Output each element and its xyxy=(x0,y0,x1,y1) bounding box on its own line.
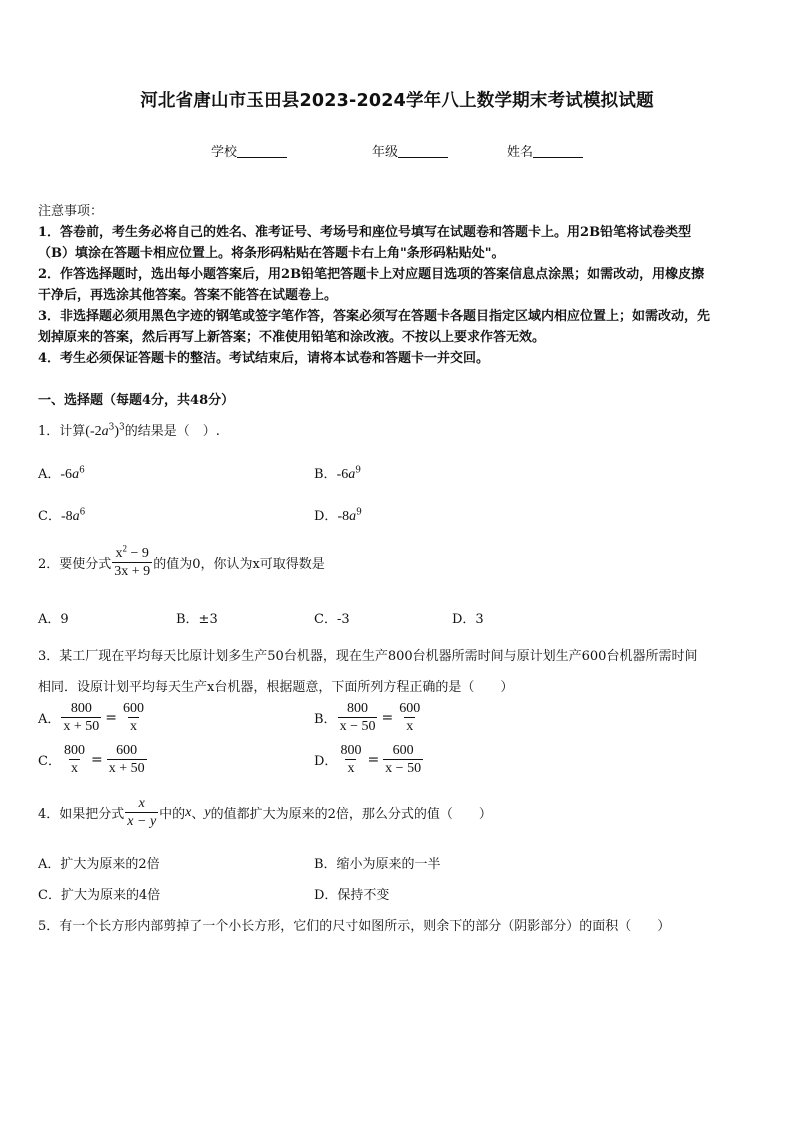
q4-mid: 中的 xyxy=(159,807,186,822)
q2-option-c[interactable]: C．-3 xyxy=(314,612,350,627)
q2-prefix: 2．要使分式 xyxy=(38,557,112,572)
option-exp: 6 xyxy=(79,465,85,476)
lhs-fraction xyxy=(338,700,378,735)
q2-option-d[interactable]: D．3 xyxy=(452,612,484,627)
q2-suffix: 的值为0，你认为x可取得数是 xyxy=(153,557,325,572)
lhs-fraction xyxy=(61,700,101,735)
option-label: D． xyxy=(314,754,338,769)
denominator: x − 50 xyxy=(385,761,422,776)
q1-option-a[interactable] xyxy=(38,463,85,483)
q2-option-b[interactable]: B．±3 xyxy=(176,612,218,627)
option-coef: -6 xyxy=(336,467,349,482)
q1-suffix: 的结果是（ ）. xyxy=(124,424,220,439)
option-var: a xyxy=(72,467,80,482)
name-field xyxy=(507,141,583,160)
denominator: x + 50 xyxy=(108,761,145,776)
question-5: 5．有一个长方形内部剪掉了一个小长方形，它们的尺寸如图所示，则余下的部分（阴影部分）的面积（ ） xyxy=(38,919,671,934)
denominator: x xyxy=(347,761,355,776)
lhs-fraction xyxy=(62,742,87,777)
equals-sign: = xyxy=(90,751,103,768)
option-exp: 9 xyxy=(356,507,362,518)
option-label: C． xyxy=(38,754,61,769)
q4-sep: 、 xyxy=(191,807,205,822)
q2-num-base: x xyxy=(115,546,123,561)
lhs-fraction xyxy=(338,742,363,777)
q3-option-d[interactable] xyxy=(314,742,424,777)
rhs-fraction xyxy=(383,742,423,777)
q4-numerator: x xyxy=(138,796,145,811)
option-exp: 9 xyxy=(355,465,361,476)
q1-inner-exp: 3 xyxy=(108,422,115,433)
q4-denominator: x − y xyxy=(127,814,157,829)
notes-line: （B）填涂在答题卡相应位置上。将条形码粘贴在答题卡右上角"条形码粘贴处"。 xyxy=(38,246,505,261)
q2-option-a[interactable]: A．9 xyxy=(38,612,69,627)
numerator: 600 xyxy=(123,701,145,716)
q3-option-c[interactable] xyxy=(38,742,148,777)
question-2 xyxy=(38,545,325,580)
denominator: x xyxy=(70,761,78,776)
rhs-fraction xyxy=(121,700,146,735)
school-label: 学校 xyxy=(211,145,238,160)
notes-line: 3．非选择题必须用黑色字迹的钢笔或签字笔作答，答案必须写在答题卡各题目指定区域内相应位置上；如需改动，先 xyxy=(38,309,711,324)
option-label: B． xyxy=(314,712,337,727)
q1-prefix: 1．计算 xyxy=(38,424,86,439)
q1-option-d[interactable] xyxy=(314,505,362,525)
school-field xyxy=(211,141,287,160)
denominator: x xyxy=(406,719,414,734)
q4-suffix: 的值都扩大为原来的2倍，那么分式的值（ ） xyxy=(210,807,492,822)
q1-option-c[interactable] xyxy=(38,505,85,525)
option-coef: -8 xyxy=(60,509,73,524)
rhs-fraction xyxy=(397,700,422,735)
numerator: 600 xyxy=(392,743,414,758)
option-var: a xyxy=(348,467,356,482)
q4-fraction xyxy=(125,795,158,830)
option-coef: -8 xyxy=(337,509,350,524)
equals-sign: = xyxy=(381,709,394,726)
denominator: x − 50 xyxy=(339,719,376,734)
numerator: 800 xyxy=(347,701,369,716)
option-label: B． xyxy=(314,467,337,482)
q3-option-a[interactable] xyxy=(38,700,147,735)
page-title: 河北省唐山市玉田县2023-2024学年八上数学期末考试模拟试题 xyxy=(140,91,654,111)
equals-sign: = xyxy=(367,751,380,768)
notes-heading: 注意事项： xyxy=(38,204,104,219)
q2-denominator: 3x + 9 xyxy=(114,564,151,579)
rhs-fraction xyxy=(107,742,147,777)
name-label: 姓名 xyxy=(507,145,534,160)
notes-block xyxy=(38,201,710,369)
q4-option-a[interactable]: A．扩大为原来的2倍 xyxy=(38,857,160,872)
q4-option-d[interactable]: D．保持不变 xyxy=(314,888,390,903)
option-label: D． xyxy=(314,509,338,524)
option-exp: 6 xyxy=(79,507,86,518)
q3-option-b[interactable] xyxy=(314,700,423,735)
option-label: A． xyxy=(38,712,61,727)
school-blank xyxy=(237,144,287,158)
notes-line: 2．作答选择题时，选出每小题答案后，用2B铅笔把答题卡上对应题目选项的答案信息点涂黑；如需改动，用橡皮擦 xyxy=(38,267,705,282)
question-1 xyxy=(38,420,220,440)
q1-outer-exp: 3 xyxy=(119,422,125,433)
option-label: A． xyxy=(38,467,61,482)
q4-var-y: y xyxy=(204,804,211,820)
q2-num-exp: 2 xyxy=(122,543,128,554)
option-coef: -6 xyxy=(60,467,73,482)
q4-option-b[interactable]: B．缩小为原来的一半 xyxy=(314,857,441,872)
section-heading: 一、选择题（每题4分，共48分） xyxy=(38,393,235,408)
q1-expr-var: a xyxy=(101,424,109,439)
notes-line: 划掉原来的答案，然后再写上新答案；不准使用铅笔和涂改液。不按以上要求作答无效。 xyxy=(38,330,546,345)
numerator: 600 xyxy=(116,743,138,758)
grade-blank xyxy=(398,144,448,158)
q4-prefix: 4．如果把分式 xyxy=(38,807,125,822)
notes-line: 1．答卷前，考生务必将自己的姓名、准考证号、考场号和座位号填写在试题卷和答题卡上。用2B铅笔将试卷类型 xyxy=(38,225,692,240)
name-blank xyxy=(533,144,583,158)
option-label: C． xyxy=(38,509,61,524)
denominator: x + 50 xyxy=(63,719,100,734)
numerator: 800 xyxy=(70,701,92,716)
q2-num-rest: − 9 xyxy=(127,546,149,561)
q2-fraction xyxy=(112,545,152,580)
numerator: 600 xyxy=(399,701,421,716)
notes-line: 干净后，再选涂其他答案。答案不能答在试题卷上。 xyxy=(38,288,338,303)
option-var: a xyxy=(349,509,357,524)
grade-field xyxy=(372,141,448,160)
notes-line: 4．考生必须保证答题卡的整洁。考试结束后，请将本试卷和答题卡一并交回。 xyxy=(38,351,490,366)
q4-var-x: x xyxy=(185,804,192,820)
q3-line-1: 3．某工厂现在平均每天比原计划多生产50台机器，现在生产800台机器所需时间与原计划生产600台机器所需时间 xyxy=(38,649,698,664)
q1-expr-base: (-2 xyxy=(85,424,102,439)
q1-option-b[interactable] xyxy=(314,463,361,483)
numerator: 800 xyxy=(63,743,85,758)
option-var: a xyxy=(72,509,80,524)
grade-label: 年级 xyxy=(372,145,399,160)
question-4 xyxy=(38,795,492,830)
numerator: 800 xyxy=(340,743,362,758)
equals-sign: = xyxy=(105,709,118,726)
denominator: x xyxy=(130,719,138,734)
q1-expr-close: ) xyxy=(114,424,120,439)
q3-line-2: 相同．设原计划平均每天生产x台机器，根据题意，下面所列方程正确的是（ ） xyxy=(38,680,514,695)
q4-option-c[interactable]: C．扩大为原来的4倍 xyxy=(38,888,161,903)
